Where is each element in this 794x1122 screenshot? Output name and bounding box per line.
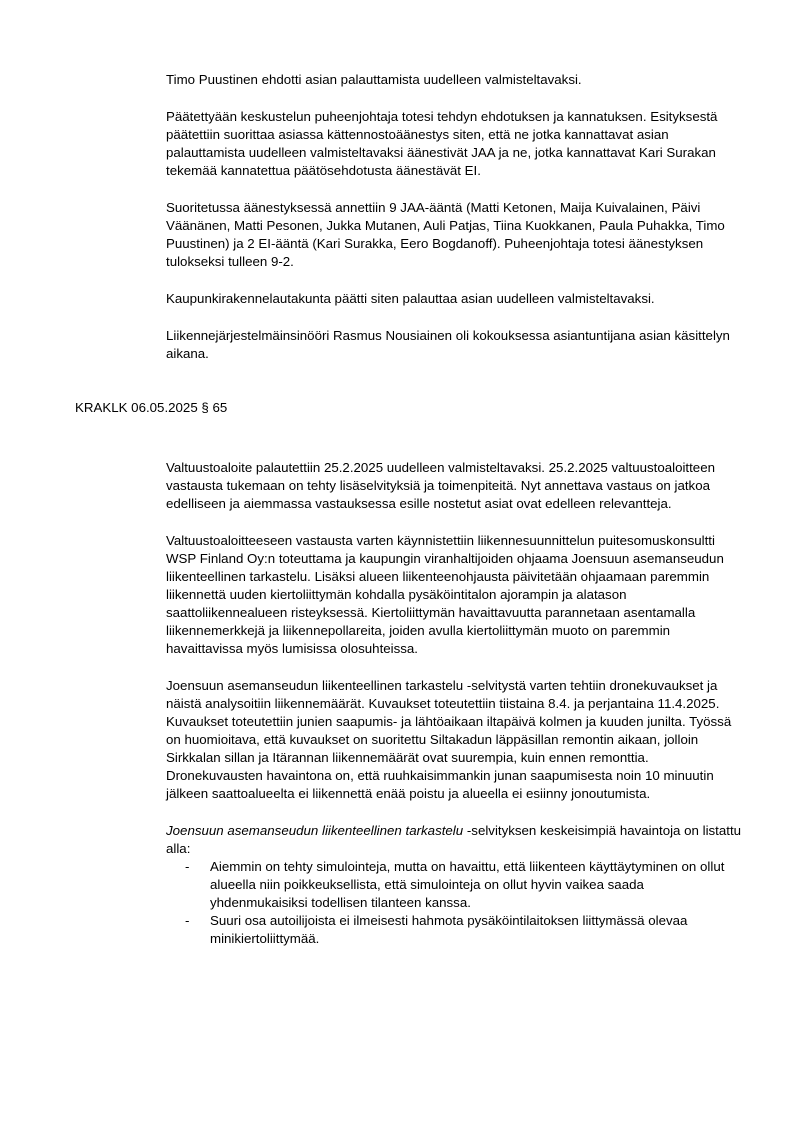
findings-intro-text: -selvityksen keskeisimpiä havaintoja on listattu alla: xyxy=(166,823,742,856)
body-text-block-2 xyxy=(166,459,744,948)
paragraph-vote-procedure: Päätettyään keskustelun puheenjohtaja totesi tehdyn ehdotuksen ja kannatuksen. Esityksestä päätettiin suorittaa asiassa kättennostoäänestys siten, että ne jotka kannattavat asian palauttamista uudelleen valmisteltavaksi äänestivät JAA ja ne, jotka kannattavat Kari Surakan tekemää kannatettua päätösehdotusta äänestävät EI. xyxy=(166,109,718,178)
finding-text: Suuri osa autoilijoista ei ilmeisesti hahmota pysäköintilaitoksen liittymässä olevaa minikiertoliittymää. xyxy=(210,913,688,946)
finding-item xyxy=(185,858,744,912)
paragraph-drone-survey: Joensuun asemanseudun liikenteellinen tarkastelu -selvitystä varten tehtiin dronekuvaukset ja näistä analysoitiin liikennemäärät. Kuvaukset toteutettiin tiistaina 8.4. ja perjantaina 11.4.2025. Kuvaukset toteutettiin junien saapumis- ja lähtöaikaan iltapäivä kolmen ja kuuden junilta. Työssä on huomioitava, että kuvaukset on suoritettu Siltakadun läppäsillan remontin aikaan, jolloin Sirkkalan sillan ja Itärannan liikennemäärät ovat suurempia, kuin ennen remonttia. Dronekuvausten havaintona on, että ruuhkaisimmankin junan saapumisesta noin 10 minuutin jälkeen saattoalueelta ei liikennettä enää poistu ja alueella ei esiinny jonoutumista. xyxy=(166,678,732,801)
body-text-block-1 xyxy=(166,71,744,382)
bullet-dash: - xyxy=(185,859,190,874)
section-heading: KRAKLK 06.05.2025 § 65 xyxy=(75,400,228,415)
paragraph-vote-result: Suoritetussa äänestyksessä annettiin 9 JAA-ääntä (Matti Ketonen, Maija Kuivalainen, Päivi Väänänen, Matti Pesonen, Jukka Mutanen, Auli Patjas, Tiina Kuokkanen, Paula Puhakka, Timo Puustinen) ja 2 EI-ääntä (Kari Surakka, Eero Bogdanoff). Puheenjohtaja totesi äänestyksen tulokseksi tulleen 9-2. xyxy=(166,200,725,269)
paragraph-return-proposal: Timo Puustinen ehdotti asian palauttamista uudelleen valmisteltavaksi. xyxy=(166,72,582,87)
paragraph-board-decision: Kaupunkirakennelautakunta päätti siten palauttaa asian uudelleen valmisteltavaksi. xyxy=(166,291,655,306)
paragraph-initiative-returned: Valtuustoaloite palautettiin 25.2.2025 uudelleen valmisteltavaksi. 25.2.2025 valtuustoaloitteen vastausta tukemaan on tehty lisäselvityksiä ja toimenpiteitä. Nyt annettava vastaus on jatkoa edelliseen ja aiemmassa vastauksessa esille nostetut asiat ovat edelleen relevantteja. xyxy=(166,460,715,511)
findings-list xyxy=(166,858,744,948)
finding-text: Aiemmin on tehty simulointeja, mutta on havaittu, että liikenteen käyttäytyminen on ollut alueella niin poikkeuksellista, että simulointeja on ollut hyvin vaikea saada yhdenmukaisiksi todellisen tilanteen kanssa. xyxy=(210,859,725,910)
finding-item xyxy=(185,912,744,948)
bullet-dash: - xyxy=(185,913,190,928)
paragraph-expert-present: Liikennejärjestelmäinsinööri Rasmus Nousiainen oli kokouksessa asiantuntijana asian käsittelyn aikana. xyxy=(166,328,730,361)
findings-intro xyxy=(166,822,744,858)
report-title-italic: Joensuun asemanseudun liikenteellinen tarkastelu xyxy=(166,823,464,838)
paragraph-traffic-study: Valtuustoaloitteeseen vastausta varten käynnistettiin liikennesuunnittelun puitesomuskonsultti WSP Finland Oy:n toteuttama ja kaupungin viranhaltijoiden ohjaama Joensuun asemanseudun liikenteellinen tarkastelu. Lisäksi alueen liikenteenohjausta päivitetään ohjaamaan paremmin liikennettä uuden kiertoliittymän kohdalla pysäköintitalon ajorampin ja alatason saattoliikennealueen risteyksessä. Kiertoliittymän havaittavuutta parannetaan asentamalla liikennemerkkejä ja liikennepollareita, joiden avulla kiertoliittymän muoto on paremmin havaittavissa myös lumisissa olosuhteissa. xyxy=(166,533,724,656)
